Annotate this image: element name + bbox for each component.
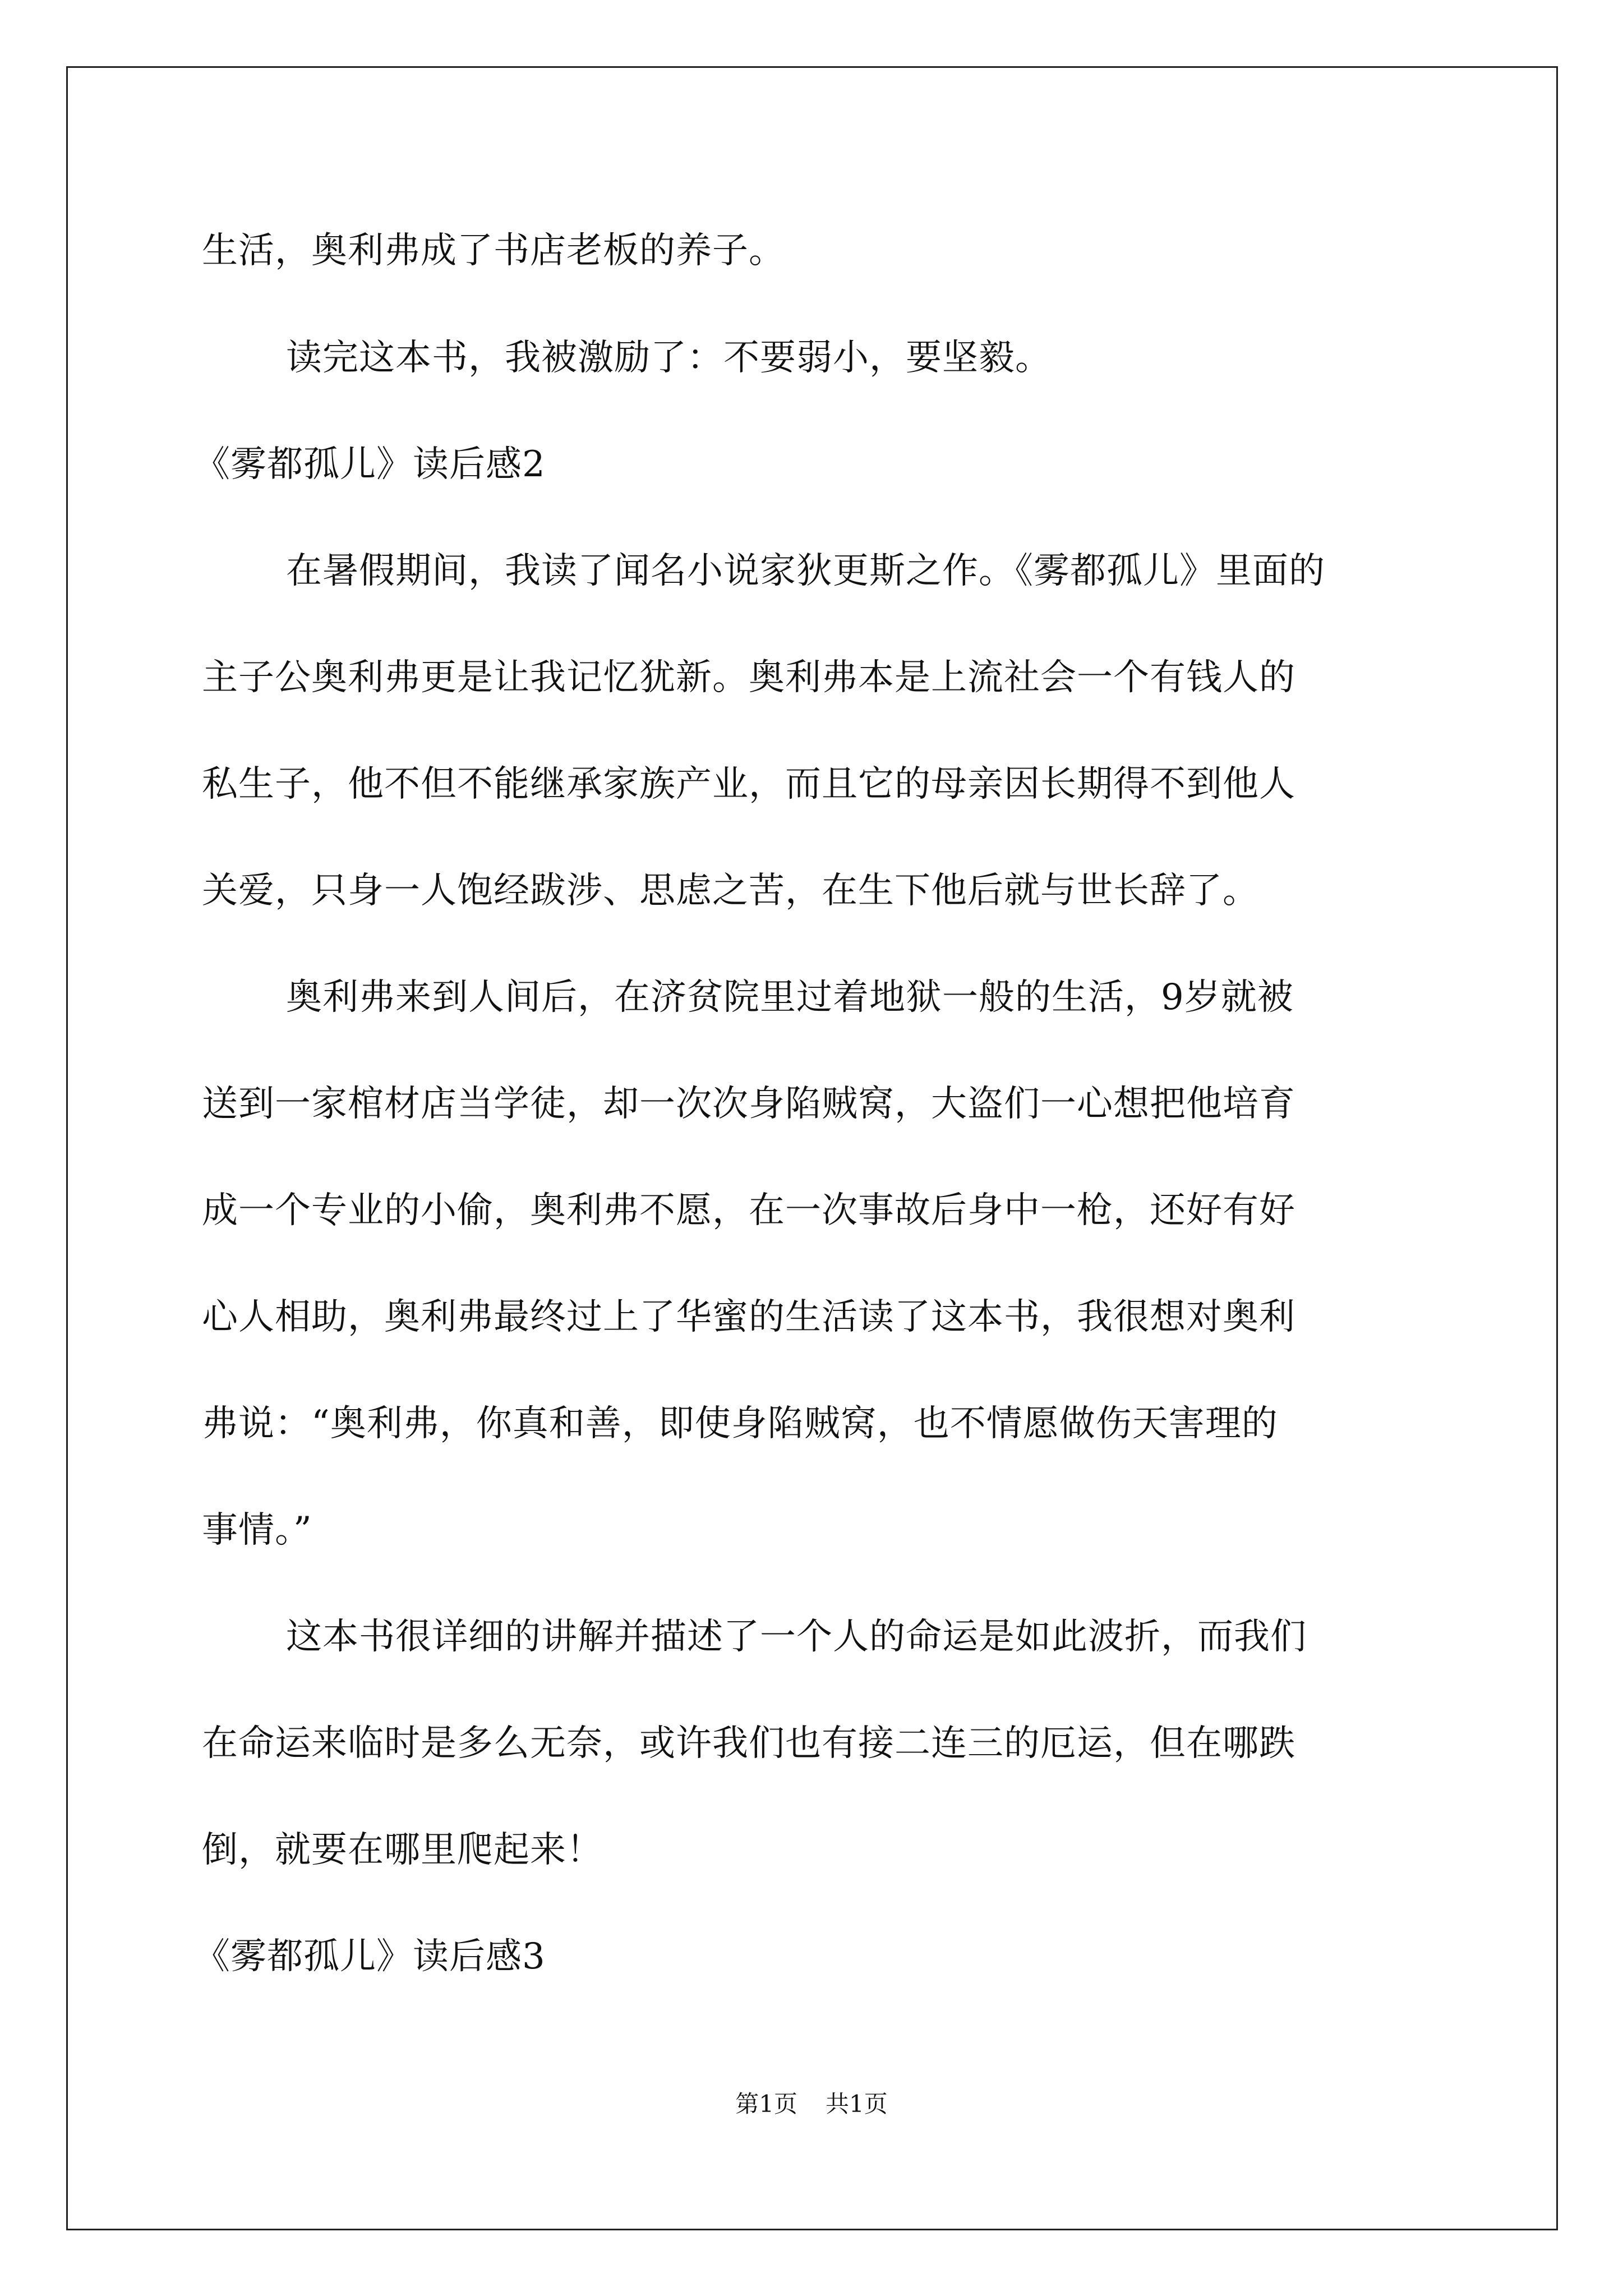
paragraph-line: 关爱，只身一人饱经跋涉、思虑之苦，在生下他后就与世长辞了。 (202, 870, 1259, 912)
paragraph-line: 成一个专业的小偷，奥利弗不愿，在一次事故后身中一枪，还好有好 (202, 1190, 1295, 1231)
paragraph-line: 这本书很详细的讲解并描述了一个人的命运是如此波折，而我们 (286, 1616, 1307, 1658)
paragraph-line: 读完这本书，我被激励了：不要弱小，要坚毅。 (286, 337, 1052, 379)
page-number-current: 第1页 (735, 2090, 797, 2118)
paragraph-line: 生活，奥利弗成了书店老板的养子。 (202, 230, 785, 272)
paragraph-line: 倒，就要在哪里爬起来！ (202, 1829, 603, 1871)
section-heading: 《雾都孤儿》读后感2 (194, 444, 546, 485)
paragraph-line: 弗说：“奥利弗，你真和善，即使身陷贼窝，也不情愿做伤天害理的 (202, 1403, 1278, 1444)
paragraph-line: 主子公奥利弗更是让我记忆犹新。奥利弗本是上流社会一个有钱人的 (202, 657, 1295, 698)
paragraph-line: 事情。” (202, 1510, 312, 1551)
paragraph-line: 心人相助，奥利弗最终过上了华蜜的生活读了这本书，我很想对奥利 (202, 1296, 1295, 1338)
page-footer (0, 2092, 1623, 2116)
page-number-total: 共1页 (826, 2090, 888, 2118)
section-heading: 《雾都孤儿》读后感3 (194, 1936, 546, 1977)
paragraph-line: 私生子，他不但不能继承家族产业，而且它的母亲因长期得不到他人 (202, 763, 1295, 805)
paragraph-line: 奥利弗来到人间后，在济贫院里过着地狱一般的生活，9岁就被 (286, 977, 1294, 1018)
paragraph-line: 送到一家棺材店当学徒，却一次次身陷贼窝，大盗们一心想把他培育 (202, 1083, 1295, 1125)
paragraph-line: 在暑假期间，我读了闻名小说家狄更斯之作。《雾都孤儿》里面的 (286, 550, 1325, 592)
document-body (194, 0, 1432, 1977)
paragraph-line: 在命运来临时是多么无奈，或许我们也有接二连三的厄运，但在哪跌 (202, 1723, 1295, 1764)
